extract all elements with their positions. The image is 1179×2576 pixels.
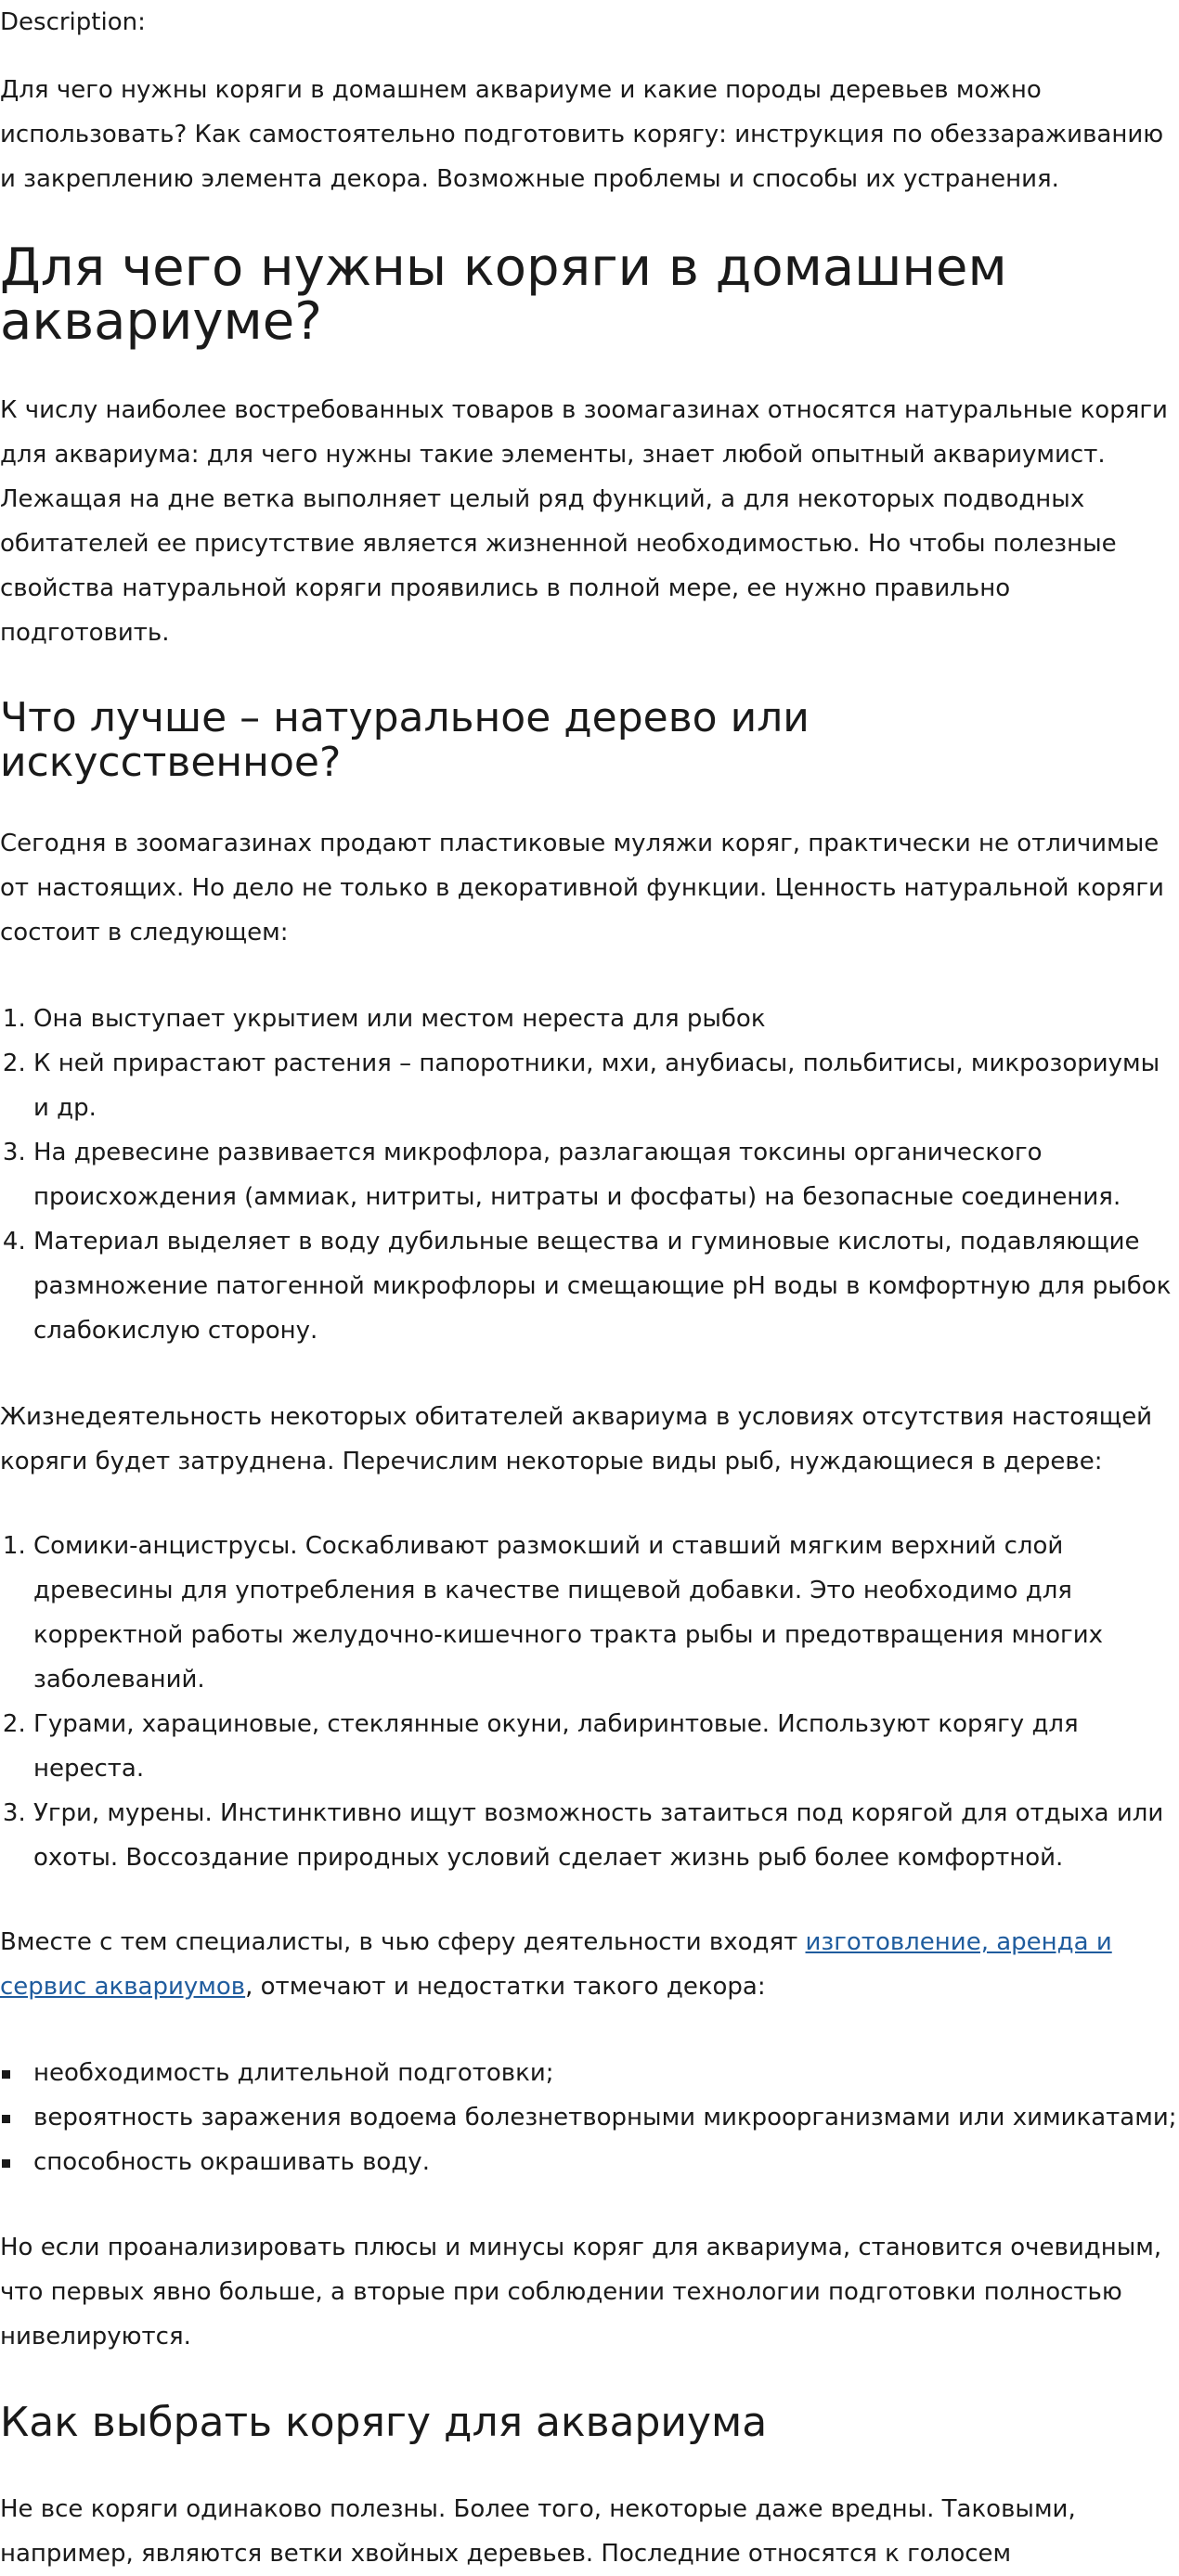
benefits-list xyxy=(0,997,1177,1353)
description-label: Description: xyxy=(0,8,146,36)
paragraph-6: Не все коряги одинаково полезны. Более того, некоторые даже вредны. Таковыми, например, являются ветки хвойных деревьев. Последние относятся к голосем xyxy=(0,2495,1076,2568)
fish-list xyxy=(0,1524,1177,1880)
list-item: вероятность заражения водоема болезнетворными микроорганизмами или химикатами; xyxy=(33,2095,1177,2140)
page-title: Для чего нужны коряги в домашнем аквариуме? xyxy=(0,238,1007,352)
list-item: необходимость длительной подготовки; xyxy=(33,2051,1177,2095)
paragraph-2: Сегодня в зоомагазинах продают пластиковые муляжи коряг, практически не отличимые от настоящих. Но дело не только в декоративной функции. Ценность натуральной коряги состоит в следующем: xyxy=(0,830,1164,947)
list-item: 2. К ней прирастают растения – папоротники, мхи, анубиасы, польбитисы, микрозориумы и др. xyxy=(33,1041,1177,1130)
intro-paragraph: Для чего нужны коряги в домашнем аквариуме и какие породы деревьев можно использовать? Как самостоятельно подготовить корягу: инструкция по обеззараживанию и закреплению элемента декора. Возможные проблемы и способы их устранения. xyxy=(0,76,1164,193)
list-item: 3. На древесине развивается микрофлора, разлагающая токсины органического происхождения (аммиак, нитриты, нитраты и фосфаты) на безопасные соединения. xyxy=(33,1130,1177,1219)
paragraph-5: Но если проанализировать плюсы и минусы коряг для аквариума, становится очевидным, что первых явно больше, а вторые при соблюдении технологии подготовки полностью нивелируются. xyxy=(0,2234,1162,2351)
heading-natural-vs-artificial: Что лучше – натуральное дерево или искусственное? xyxy=(0,694,810,786)
paragraph-4-text-start: Вместе с тем специалисты, в чью сферу деятельности входят xyxy=(0,1928,806,1956)
list-item: 4. Материал выделяет в воду дубильные вещества и гуминовые кислоты, подавляющие размножение патогенной микрофлоры и смещающие pH воды в комфортную для рыбок слабокислую сторону. xyxy=(33,1219,1177,1353)
list-item: 1. Она выступает укрытием или местом нереста для рыбок xyxy=(33,997,1177,1041)
paragraph-4 xyxy=(0,1920,1177,2009)
paragraph-3: Жизнедеятельность некоторых обитателей аквариума в условиях отсутствия настоящей коряги будет затруднена. Перечислим некоторые виды рыб, нуждающиеся в дереве: xyxy=(0,1403,1153,1475)
aquarium-service-link[interactable]: изготовление, аренда и сервис аквариумов xyxy=(0,1928,1112,2001)
list-item: 2. Гурами, харациновые, стеклянные окуни, лабиринтовые. Используют корягу для нереста. xyxy=(33,1702,1177,1791)
heading-how-to-choose: Как выбрать корягу для аквариума xyxy=(0,2399,768,2446)
list-item: 1. Сомики-анциструсы. Соскабливают размокший и ставший мягким верхний слой древесины для употребления в качестве пищевой добавки. Это необходимо для корректной работы желудочно-кишечного тракта рыбы и предотвращения многих заболеваний. xyxy=(33,1524,1177,1702)
paragraph-1: К числу наиболее востребованных товаров в зоомагазинах относятся натуральные коряги для аквариума: для чего нужны такие элементы, знает любой опытный аквариумист. Лежащая на дне ветка выполняет целый ряд функций, а для некоторых подводных обитателей ее присутствие является жизненной необходимостью. Но чтобы полезные свойства натуральной коряги проявились в полной мере, ее нужно правильно подготовить. xyxy=(0,396,1168,647)
drawbacks-list xyxy=(0,2051,1177,2184)
list-item: способность окрашивать воду. xyxy=(33,2140,1177,2184)
paragraph-4-text-end: , отмечают и недостатки такого декора: xyxy=(245,1973,766,2001)
list-item: 3. Угри, мурены. Инстинктивно ищут возможность затаиться под корягой для отдыха или охоты. Воссоздание природных условий сделает жизнь рыб более комфортной. xyxy=(33,1791,1177,1880)
